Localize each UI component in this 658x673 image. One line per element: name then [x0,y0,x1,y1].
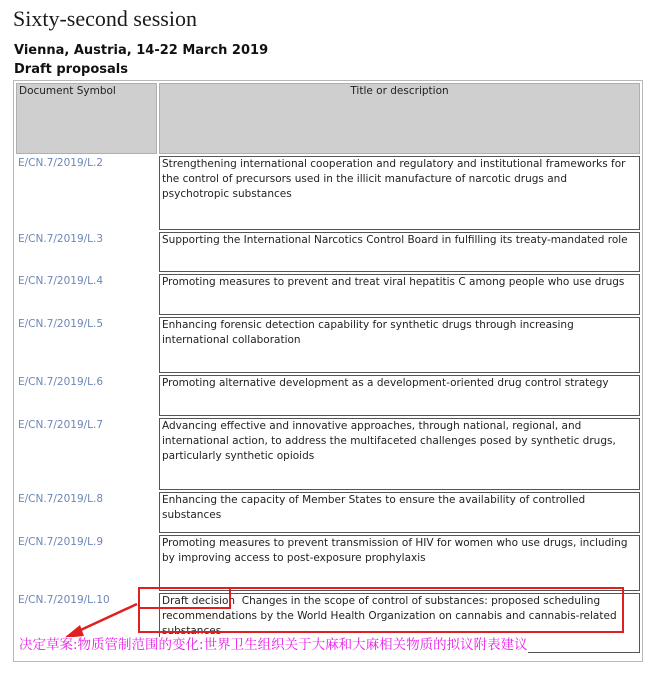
document-description: Promoting alternative development as a development-oriented drug control strategy [159,375,640,416]
document-description-text: Changes in the scope of control of substances: proposed scheduling recommendations by the World Health Organization on cannabis and cannabis-related substances [162,595,617,637]
draft-decision-label: Draft decision [162,595,236,607]
document-symbol-link[interactable]: E/CN.7/2019/L.6 [18,376,104,388]
document-symbol-link[interactable]: E/CN.7/2019/L.9 [18,536,104,548]
section-heading: Draft proposals [14,62,128,77]
session-location: Vienna, Austria, 14-22 March 2019 [14,43,269,58]
column-header-symbol: Document Symbol [16,83,157,154]
document-symbol-link[interactable]: E/CN.7/2019/L.7 [18,419,104,431]
document-description: Promoting measures to prevent transmission of HIV for women who use drugs, including by improving access to post-exposure prophylaxis [159,535,640,591]
document-symbol-link[interactable]: E/CN.7/2019/L.5 [18,318,104,330]
chinese-annotation: 决定草案:物质管制范围的变化:世界卫生组织关于大麻和大麻相关物质的拟议附表建议 [19,637,528,653]
document-description: Supporting the International Narcotics Control Board in fulfilling its treaty-mandated role [159,232,640,272]
document-symbol-link[interactable]: E/CN.7/2019/L.10 [18,594,110,606]
page-title: Sixty-second session [13,6,197,31]
column-header-title: Title or description [159,83,640,154]
document-description: Advancing effective and innovative approaches, through national, regional, and international action, to address the multifaceted challenges posed by synthetic drugs, particularly synthetic opioids [159,418,640,490]
document-description: Promoting measures to prevent and treat viral hepatitis C among people who use drugs [159,274,640,315]
document-description: Enhancing the capacity of Member States to ensure the availability of controlled substances [159,492,640,533]
document-symbol-link[interactable]: E/CN.7/2019/L.4 [18,275,104,287]
document-description: Enhancing forensic detection capability for synthetic drugs through increasing international collaboration [159,317,640,373]
document-symbol-link[interactable]: E/CN.7/2019/L.3 [18,233,104,245]
document-symbol-link[interactable]: E/CN.7/2019/L.2 [18,157,104,169]
document-symbol-link[interactable]: E/CN.7/2019/L.8 [18,493,104,505]
document-description: Strengthening international cooperation and regulatory and institutional frameworks for the control of precursors used in the illicit manufacture of narcotic drugs and psychotropic substances [159,156,640,230]
